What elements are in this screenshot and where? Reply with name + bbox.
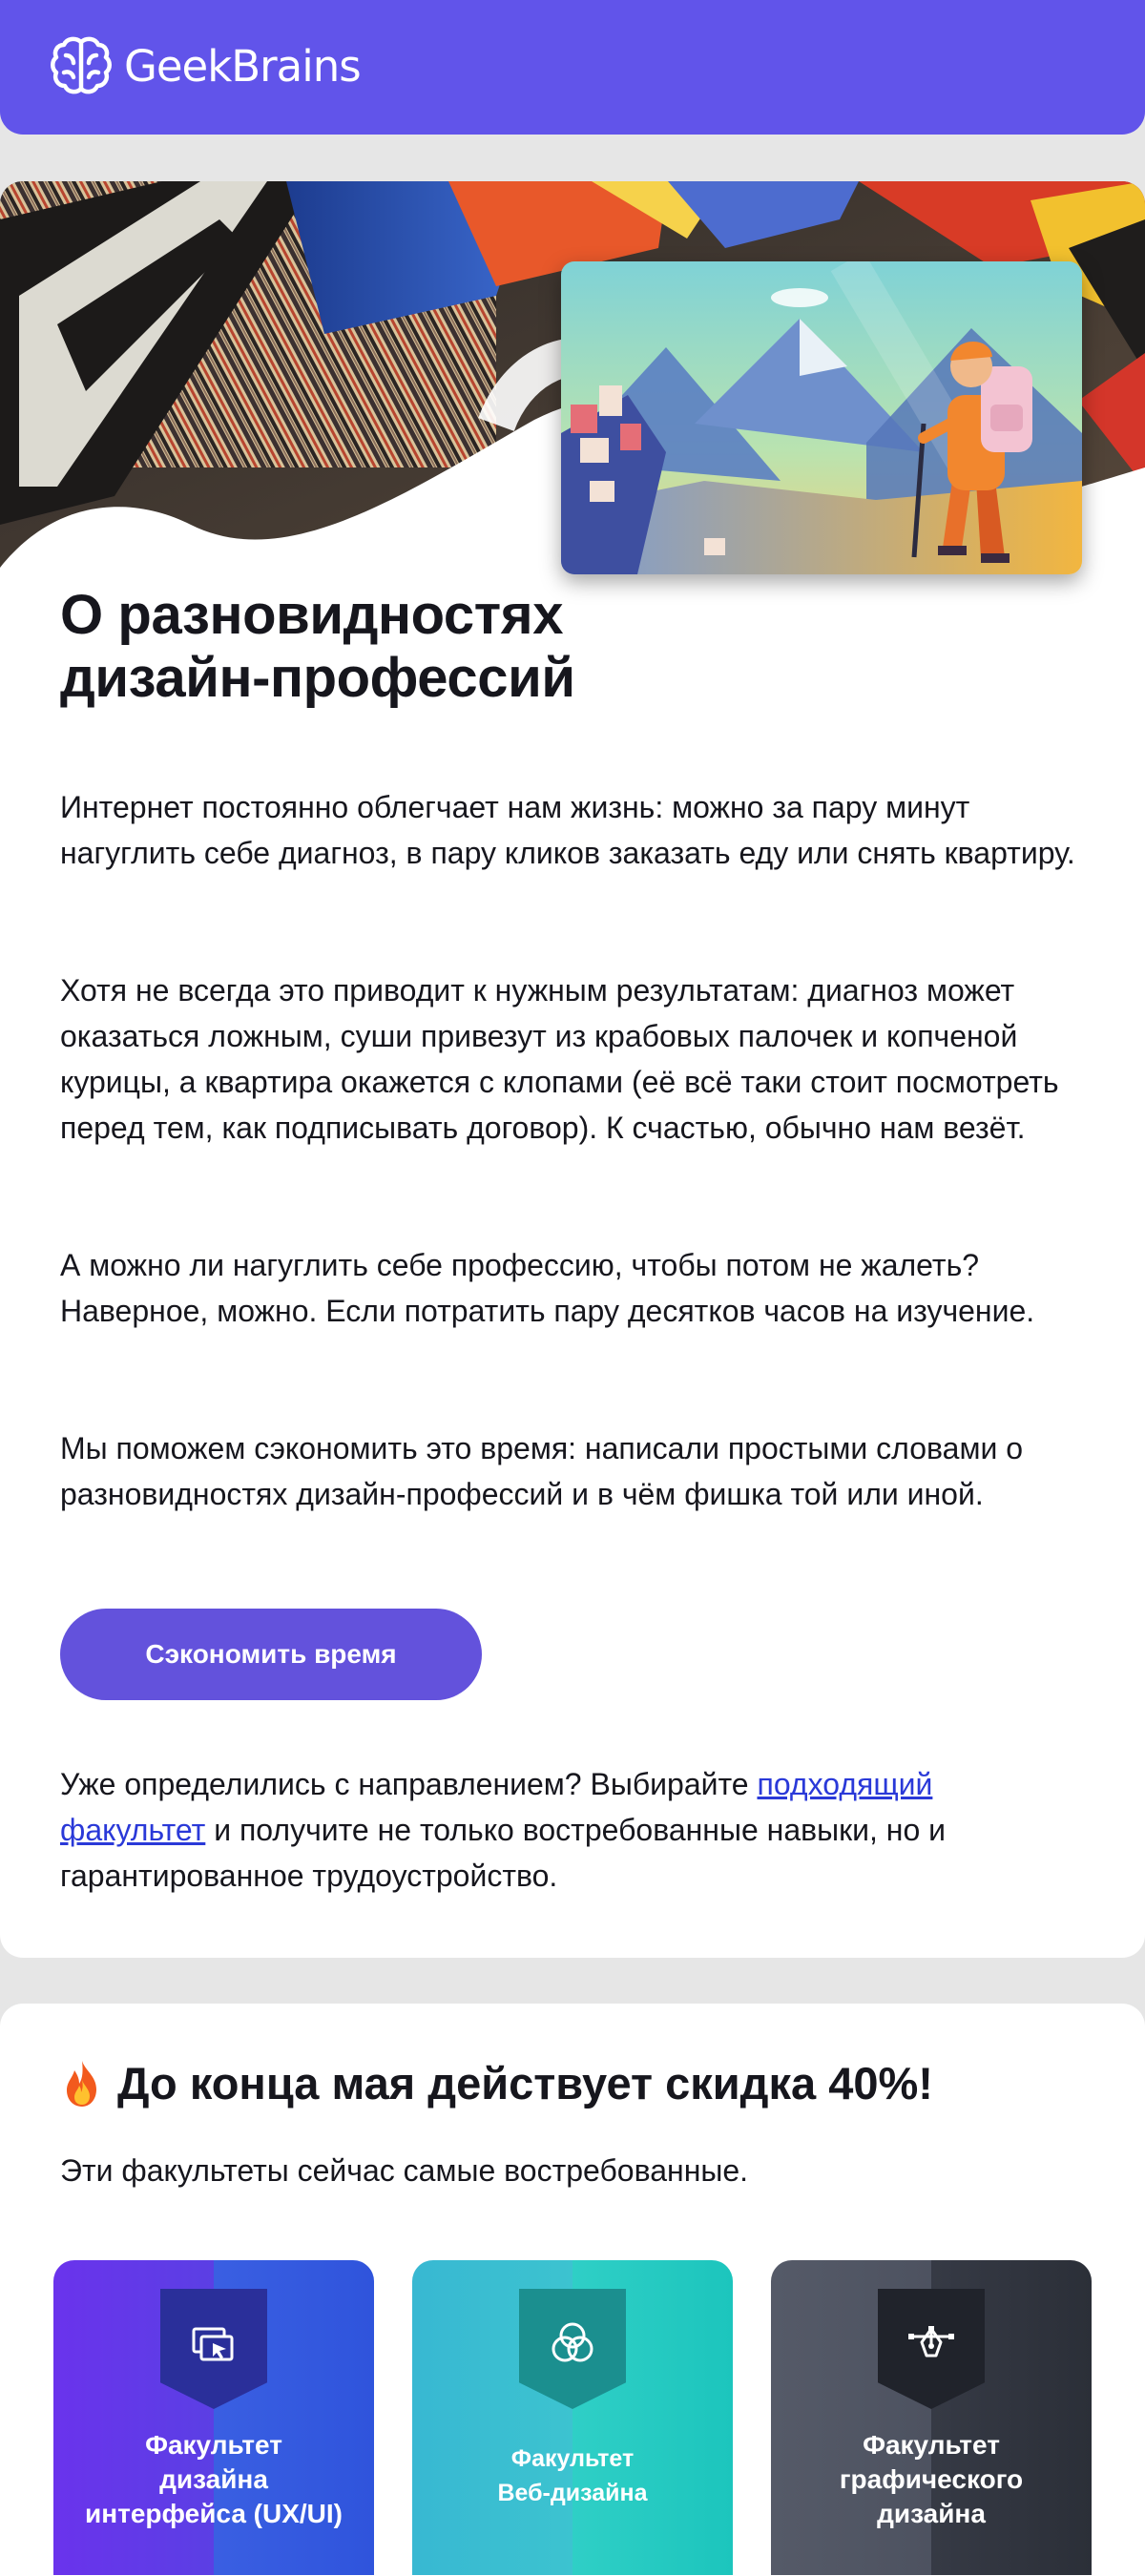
- faculty-card-graphic[interactable]: [771, 2260, 1092, 2575]
- title-line-1: О разновидностях: [60, 584, 564, 646]
- faculty-badge: [878, 2289, 985, 2409]
- hiker-illustration: [561, 261, 1082, 574]
- paragraph-results: Хотя не всегда это приводит к нужным результатам: диагноз может оказаться ложным, суши привезут из крабовых палочек и копченой курицы, а квартира окажется с клопами (её всё таки стоит посмотреть перед тем, как подписывать договор). К счастью, обычно нам везёт.: [60, 973, 1059, 1145]
- promo-title-text: До конца мая действует скидка 40%!: [117, 2058, 933, 2109]
- faculty-name-line: дизайна: [159, 2464, 268, 2494]
- web-design-icon: [547, 2317, 598, 2369]
- promo-subtitle: Эти факультеты сейчас самые востребованные.: [60, 2153, 749, 2188]
- paragraph-offer: Мы поможем сэкономить это время: написали простыми словами о разновидностях дизайн-профессий и в чём фишка той или иной.: [60, 1431, 1023, 1511]
- logo[interactable]: [50, 31, 361, 100]
- save-time-button[interactable]: Сэкономить время: [60, 1609, 482, 1700]
- faculty-name-line: Факультет: [145, 2430, 282, 2460]
- graphic-design-icon: [906, 2317, 957, 2369]
- faculty-name-line: Веб-дизайна: [497, 2480, 648, 2506]
- paragraph-faculty: [60, 1761, 1062, 1899]
- faculty-name: [771, 2428, 1092, 2531]
- faculty-card-ux-ui[interactable]: [53, 2260, 374, 2575]
- faculty-badge: [160, 2289, 267, 2409]
- header-bar: [0, 0, 1145, 135]
- faculty-name: [53, 2428, 374, 2531]
- title-line-2: дизайн-профессий: [60, 647, 575, 709]
- logo-text: GeekBrains: [124, 40, 361, 92]
- faculty-name-line: Факультет: [863, 2430, 1000, 2460]
- article-card: [0, 181, 1145, 1958]
- faculty-name-line: интерфейса (UX/UI): [84, 2499, 344, 2528]
- faculty-name-line: дизайна: [877, 2499, 986, 2528]
- faculty-name: [412, 2441, 733, 2510]
- ux-ui-design-icon: [188, 2317, 239, 2369]
- hero-banner: [0, 181, 1145, 630]
- promo-card: [0, 2004, 1145, 2576]
- paragraph-question: А можно ли нагуглить себе профессию, чтобы потом не жалеть? Наверное, можно. Если потратить пару десятков часов на изучение.: [60, 1248, 1035, 1328]
- faculty-card-web[interactable]: [412, 2260, 733, 2575]
- paragraph-intro: Интернет постоянно облегчает нам жизнь: можно за пару минут нагуглить себе диагноз, в пару кликов заказать еду или снять квартиру.: [60, 790, 1075, 870]
- brain-logo-icon: [50, 34, 113, 97]
- faculty-link[interactable]: подходящий факультет: [60, 1767, 933, 1847]
- faculty-name-line: графического: [839, 2464, 1024, 2494]
- promo-heading: [60, 2057, 933, 2110]
- fire-icon: [60, 2059, 104, 2109]
- faculty-text-before: Уже определились с направлением? Выбирайте: [60, 1767, 758, 1801]
- faculty-text-after: и получите не только востребованные навыки, но и гарантированное трудоустройство.: [60, 1813, 947, 1893]
- article-title: [60, 584, 785, 710]
- faculty-badge: [519, 2289, 626, 2409]
- faculty-name-line: Факультет: [510, 2445, 635, 2472]
